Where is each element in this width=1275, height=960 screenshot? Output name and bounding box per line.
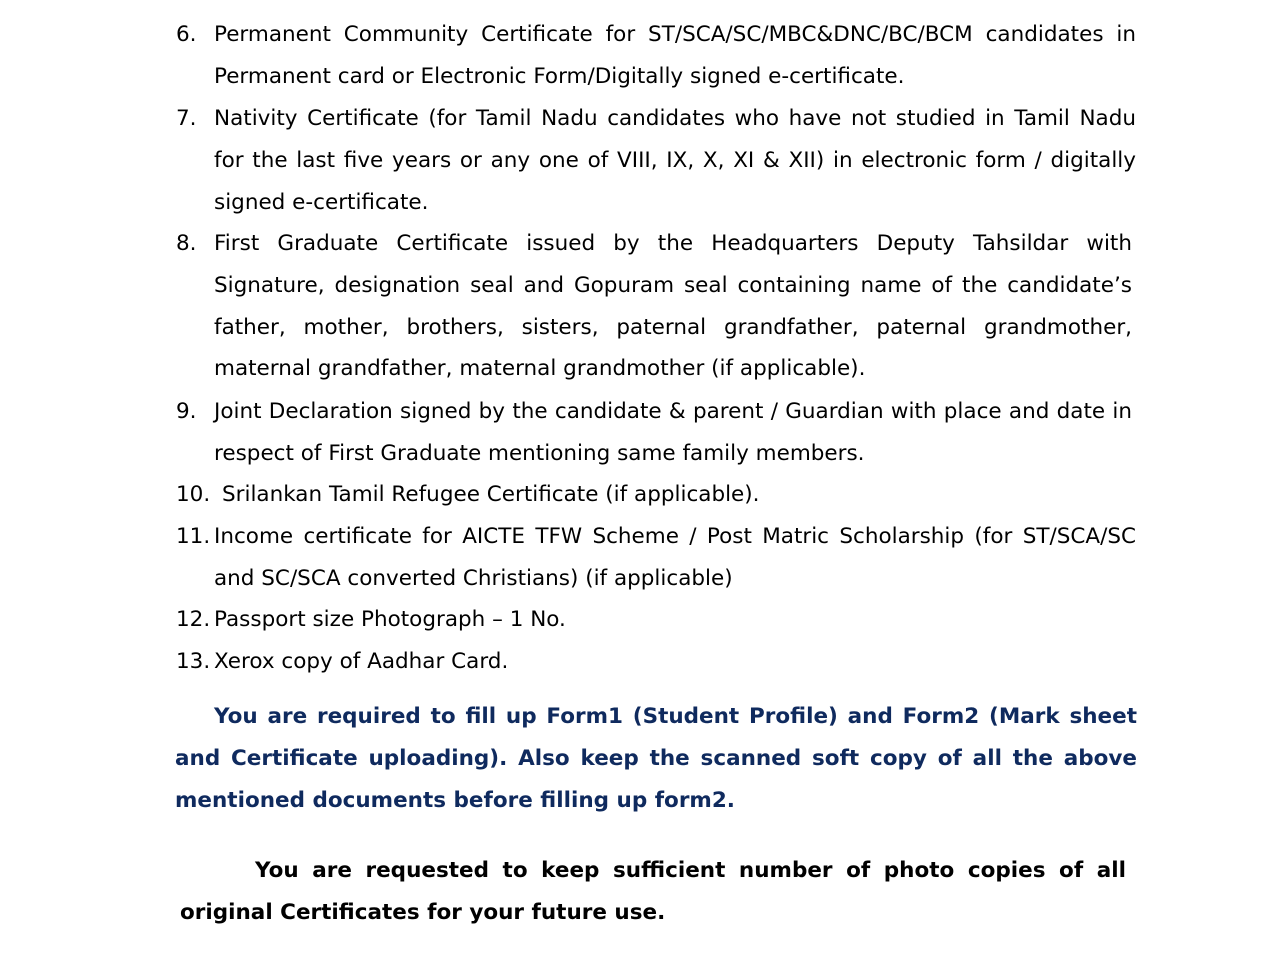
- list-item-number: 9.: [176, 399, 197, 424]
- list-item-text: Xerox copy of Aadhar Card.: [214, 649, 509, 674]
- list-item-text: Permanent Community Certificate for ST/SCA/SC/MBC&DNC/BC/BCM candidates in Permanent card or Electronic Form/Digitally signed e-certificate.: [214, 22, 1136, 89]
- list-item-text: Income certificate for AICTE TFW Scheme / Post Matric Scholarship (for ST/SCA/SC and SC/SCA converted Christians) (if applicable): [214, 524, 1136, 591]
- list-item-passport-photograph: [176, 599, 1136, 641]
- list-item-nativity-certificate: [176, 98, 1136, 223]
- list-item-joint-declaration: [176, 391, 1132, 475]
- list-item-text: Nativity Certificate (for Tamil Nadu candidates who have not studied in Tamil Nadu for the last five years or any one of VIII, IX, X, XI & XII) in electronic form / digitally signed e-certificate.: [214, 106, 1136, 215]
- list-item-number: 7.: [176, 106, 197, 131]
- list-item-aadhar-copy: [176, 641, 1136, 683]
- list-item-number: 6.: [176, 22, 197, 47]
- list-item-refugee-certificate: [176, 474, 1136, 516]
- list-item-text: Joint Declaration signed by the candidate & parent / Guardian with place and date in respect of First Graduate mentioning same family members.: [214, 399, 1132, 466]
- list-item-text: First Graduate Certificate issued by the Headquarters Deputy Tahsildar with Signature, designation seal and Gopuram seal containing name of the candidate’s father, mother, brothers, sisters, paternal grandfather, paternal grandmother, maternal grandfather, maternal grandmother (if applicable).: [214, 231, 1132, 382]
- list-item-number: 8.: [176, 231, 197, 256]
- list-item-text: Passport size Photograph – 1 No.: [214, 607, 566, 632]
- list-item-first-graduate-certificate: [176, 223, 1132, 390]
- list-item-number: 13.: [176, 649, 211, 674]
- list-item-number: 10.: [176, 482, 211, 507]
- list-item-community-certificate: [176, 14, 1136, 98]
- photocopies-instruction-note: You are requested to keep sufficient number of photo copies of all original Certificates for your future use.: [180, 858, 1126, 925]
- list-item-text: Srilankan Tamil Refugee Certificate (if applicable).: [222, 482, 760, 507]
- list-item-number: 12.: [176, 607, 211, 632]
- forms-instruction-note: You are required to fill up Form1 (Student Profile) and Form2 (Mark sheet and Certificate uploading). Also keep the scanned soft copy of all the above mentioned documents before filling up form2.: [175, 704, 1137, 813]
- list-item-number: 11.: [176, 524, 211, 549]
- list-item-income-certificate: [176, 516, 1136, 600]
